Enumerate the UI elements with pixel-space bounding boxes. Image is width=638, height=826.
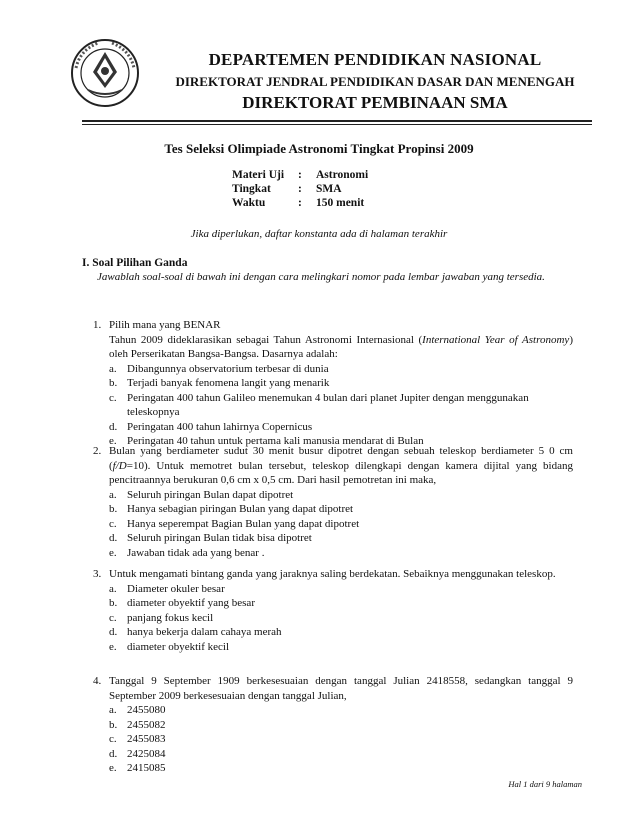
stem-part: Bulan yang berdiameter sudut 30 menit busur dipotret dengan sebuah teleskop berdiameter 5 0 cm ( (109, 445, 573, 472)
meta-row (232, 182, 368, 196)
meta-value: 150 menit (316, 197, 365, 209)
header-divider-thin (82, 124, 592, 125)
option-c[interactable]: c. 2455083 (109, 733, 166, 745)
option-b[interactable]: b. Terjadi banyak fenomena langit yang menarik (109, 377, 330, 389)
stem-line: Pilih mana yang BENAR (109, 319, 221, 331)
stem-text: Tanggal 9 September 1909 berkesesuaian dengan tanggal Julian 2418558, sedangkan tanggal 9 September 2009 berkesesuaian dengan tanggal Julian, (109, 675, 573, 702)
stem-text: Untuk mengamati bintang ganda yang jaraknya saling berdekatan. Sebaiknya menggunakan teleskop. (109, 568, 556, 580)
meta-value: SMA (316, 183, 342, 195)
question-stem (93, 444, 573, 488)
page-footer: Hal 1 dari 9 halaman (508, 779, 582, 789)
header-directorate: DIREKTORAT PEMBINAAN SMA (242, 93, 508, 112)
question-number: 2. (93, 445, 102, 457)
stem-italic: International Year of Astronomy (422, 333, 570, 346)
question-3 (93, 567, 573, 654)
stem-text (109, 444, 573, 488)
question-number: 3. (93, 568, 102, 580)
question-stem (93, 567, 573, 582)
option-d[interactable]: d. Peringatan 400 tahun lahirnya Copernicus (109, 420, 313, 433)
option-c[interactable]: c. Hanya seperempat Bagian Bulan yang dapat dipotret (109, 517, 360, 530)
stem-italic: f/D (112, 459, 127, 472)
meta-label: Tingkat (232, 183, 271, 195)
stem-part: Tahun 2009 dideklarasikan sebagai Tahun Astronomi Internasional ( (109, 333, 423, 346)
header-divider (82, 120, 592, 122)
option-d[interactable]: d. hanya bekerja dalam cahaya merah (109, 626, 282, 638)
option-e[interactable]: e. diameter obyektif kecil (109, 640, 230, 653)
option-a[interactable]: a. Seluruh piringan Bulan dapat dipotret (109, 488, 294, 501)
option-d[interactable]: d. Seluruh piringan Bulan tidak bisa dipotret (109, 532, 312, 544)
option-c[interactable]: c. Peringatan 400 tahun Galileo menemukan 4 bulan dari planet Jupiter dengan menggunakan teleskopnya (109, 391, 529, 418)
tut-wuri-handayani-logo-icon (70, 38, 140, 108)
option-b[interactable]: b. diameter obyektif yang besar (109, 597, 255, 609)
header-directorate-general: DIREKTORAT JENDRAL PENDIDIKAN DASAR DAN MENENGAH (175, 74, 575, 89)
section-heading: I. Soal Pilihan Ganda (82, 257, 188, 269)
question-2 (93, 444, 573, 560)
question-1 (93, 318, 573, 449)
meta-sep: : (298, 183, 302, 195)
option-b[interactable]: b. Hanya sebagian piringan Bulan yang dapat dipotret (109, 503, 354, 515)
meta-sep: : (298, 197, 302, 209)
option-a[interactable]: a. Diameter okuler besar (109, 582, 225, 595)
option-a[interactable]: a. 2455080 (109, 704, 166, 716)
section-instruction: Jawablah soal-soal di bawah ini dengan cara melingkari nomor pada lembar jawaban yang tersedia. (97, 271, 545, 283)
meta-sep: : (298, 169, 302, 181)
stem-text (109, 333, 573, 362)
option-list (93, 488, 573, 561)
question-number: 4. (93, 675, 102, 687)
exam-title: Tes Seleksi Olimpiade Astronomi Tingkat Propinsi 2009 (164, 141, 474, 156)
option-list (93, 582, 573, 655)
meta-value: Astronomi (316, 169, 369, 181)
option-c[interactable]: c. panjang fokus kecil (109, 611, 214, 624)
option-e[interactable]: e. 2415085 (109, 762, 166, 774)
constants-note: Jika diperlukan, daftar konstanta ada di halaman terakhir (190, 228, 448, 240)
option-a[interactable]: a. Dibangunnya observatorium terbesar di dunia (109, 362, 329, 375)
meta-row (232, 196, 368, 210)
stem-part: ) oleh Perserikatan Bangsa-Bangsa. Dasarnya adalah: (109, 333, 573, 360)
option-list (93, 362, 573, 449)
meta-row (232, 168, 368, 182)
question-stem (93, 318, 573, 362)
exam-meta (232, 168, 368, 210)
header-ministry: DEPARTEMEN PENDIDIKAN NASIONAL (208, 50, 542, 69)
option-d[interactable]: d. 2425084 (109, 747, 166, 760)
question-stem (93, 674, 573, 703)
option-list (93, 703, 573, 776)
meta-label: Waktu (232, 197, 266, 209)
option-b[interactable]: b. 2455082 (109, 718, 166, 731)
question-number: 1. (93, 319, 102, 331)
stem-part: =10). Untuk memotret bulan tersebut, teleskop dilengkapi dengan kamera dijital yang bidang pencitraannya berukuran 0,6 cm x 0,5 cm. Dari hasil pemotretan ini maka, (109, 459, 573, 486)
option-e[interactable]: e. Jawaban tidak ada yang benar . (109, 546, 265, 559)
question-4 (93, 674, 573, 776)
option-e[interactable]: e. Peringatan 40 tahun untuk pertama kali manusia mendarat di Bulan (109, 435, 424, 447)
meta-label: Materi Uji (232, 169, 285, 181)
